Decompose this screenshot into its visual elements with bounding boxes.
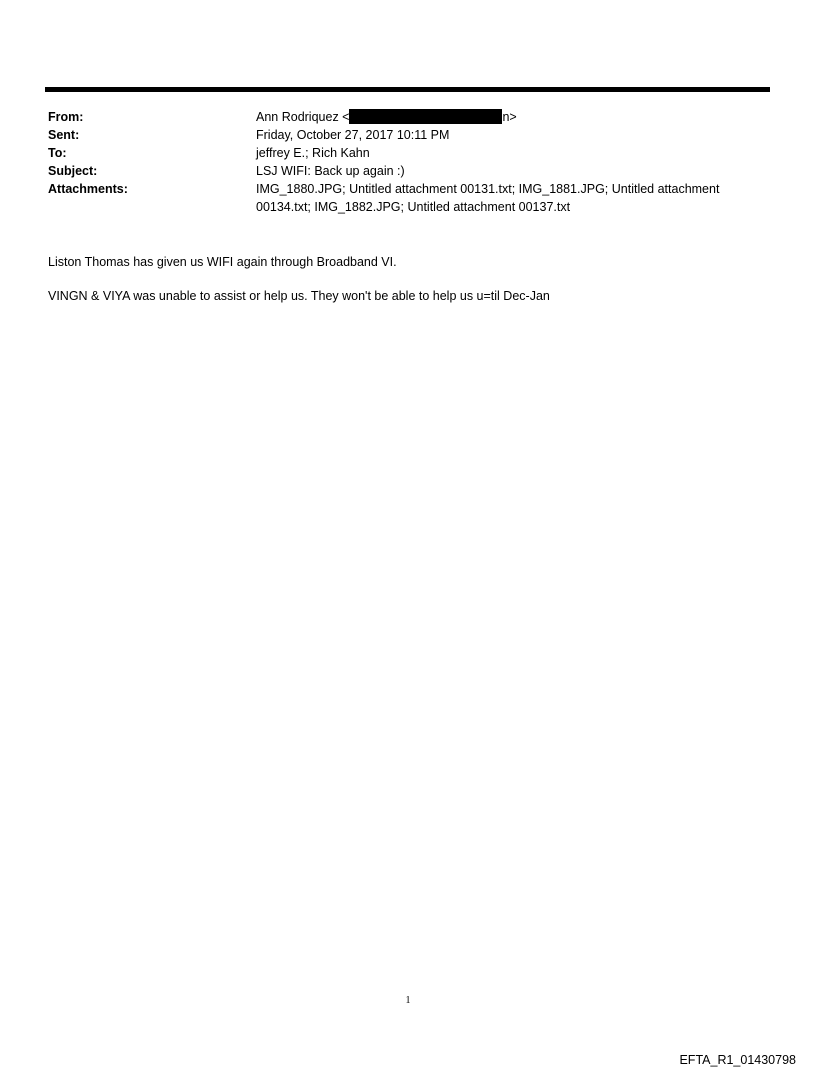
body-paragraph: Liston Thomas has given us WIFI again through Broadband VI. [48,255,397,269]
sender-name: Ann Rodriquez < [256,110,350,124]
sent-label: Sent: [48,128,80,142]
to-label: To: [48,146,67,160]
attachments-value: IMG_1880.JPG; Untitled attachment 00131.txt; IMG_1881.JPG; Untitled attachment 00134.txt; IMG_1882.JPG; Untitled attachment 00137.txt [256,182,720,214]
subject-value: LSJ WIFI: Back up again :) [256,164,405,178]
to-row [48,144,768,162]
to-value: jeffrey E.; Rich Kahn [256,146,370,160]
subject-row [48,162,768,180]
redaction-box [349,109,502,124]
header-rule [45,87,770,92]
sender-email-suffix: n> [502,110,517,124]
sent-value: Friday, October 27, 2017 10:11 PM [256,128,450,142]
sent-row [48,126,768,144]
body-paragraph: VINGN & VIYA was unable to assist or help us. They won't be able to help us u=til Dec-Jan [48,289,550,303]
email-body [48,253,768,321]
bates-number: EFTA_R1_01430798 [679,1053,796,1067]
subject-label: Subject: [48,164,98,178]
attachments-label: Attachments: [48,182,128,196]
attachments-row [48,180,768,216]
email-header [48,108,768,216]
page-number: 1 [405,995,411,1006]
from-label: From: [48,110,84,124]
from-row [48,108,768,126]
from-value [256,108,768,126]
